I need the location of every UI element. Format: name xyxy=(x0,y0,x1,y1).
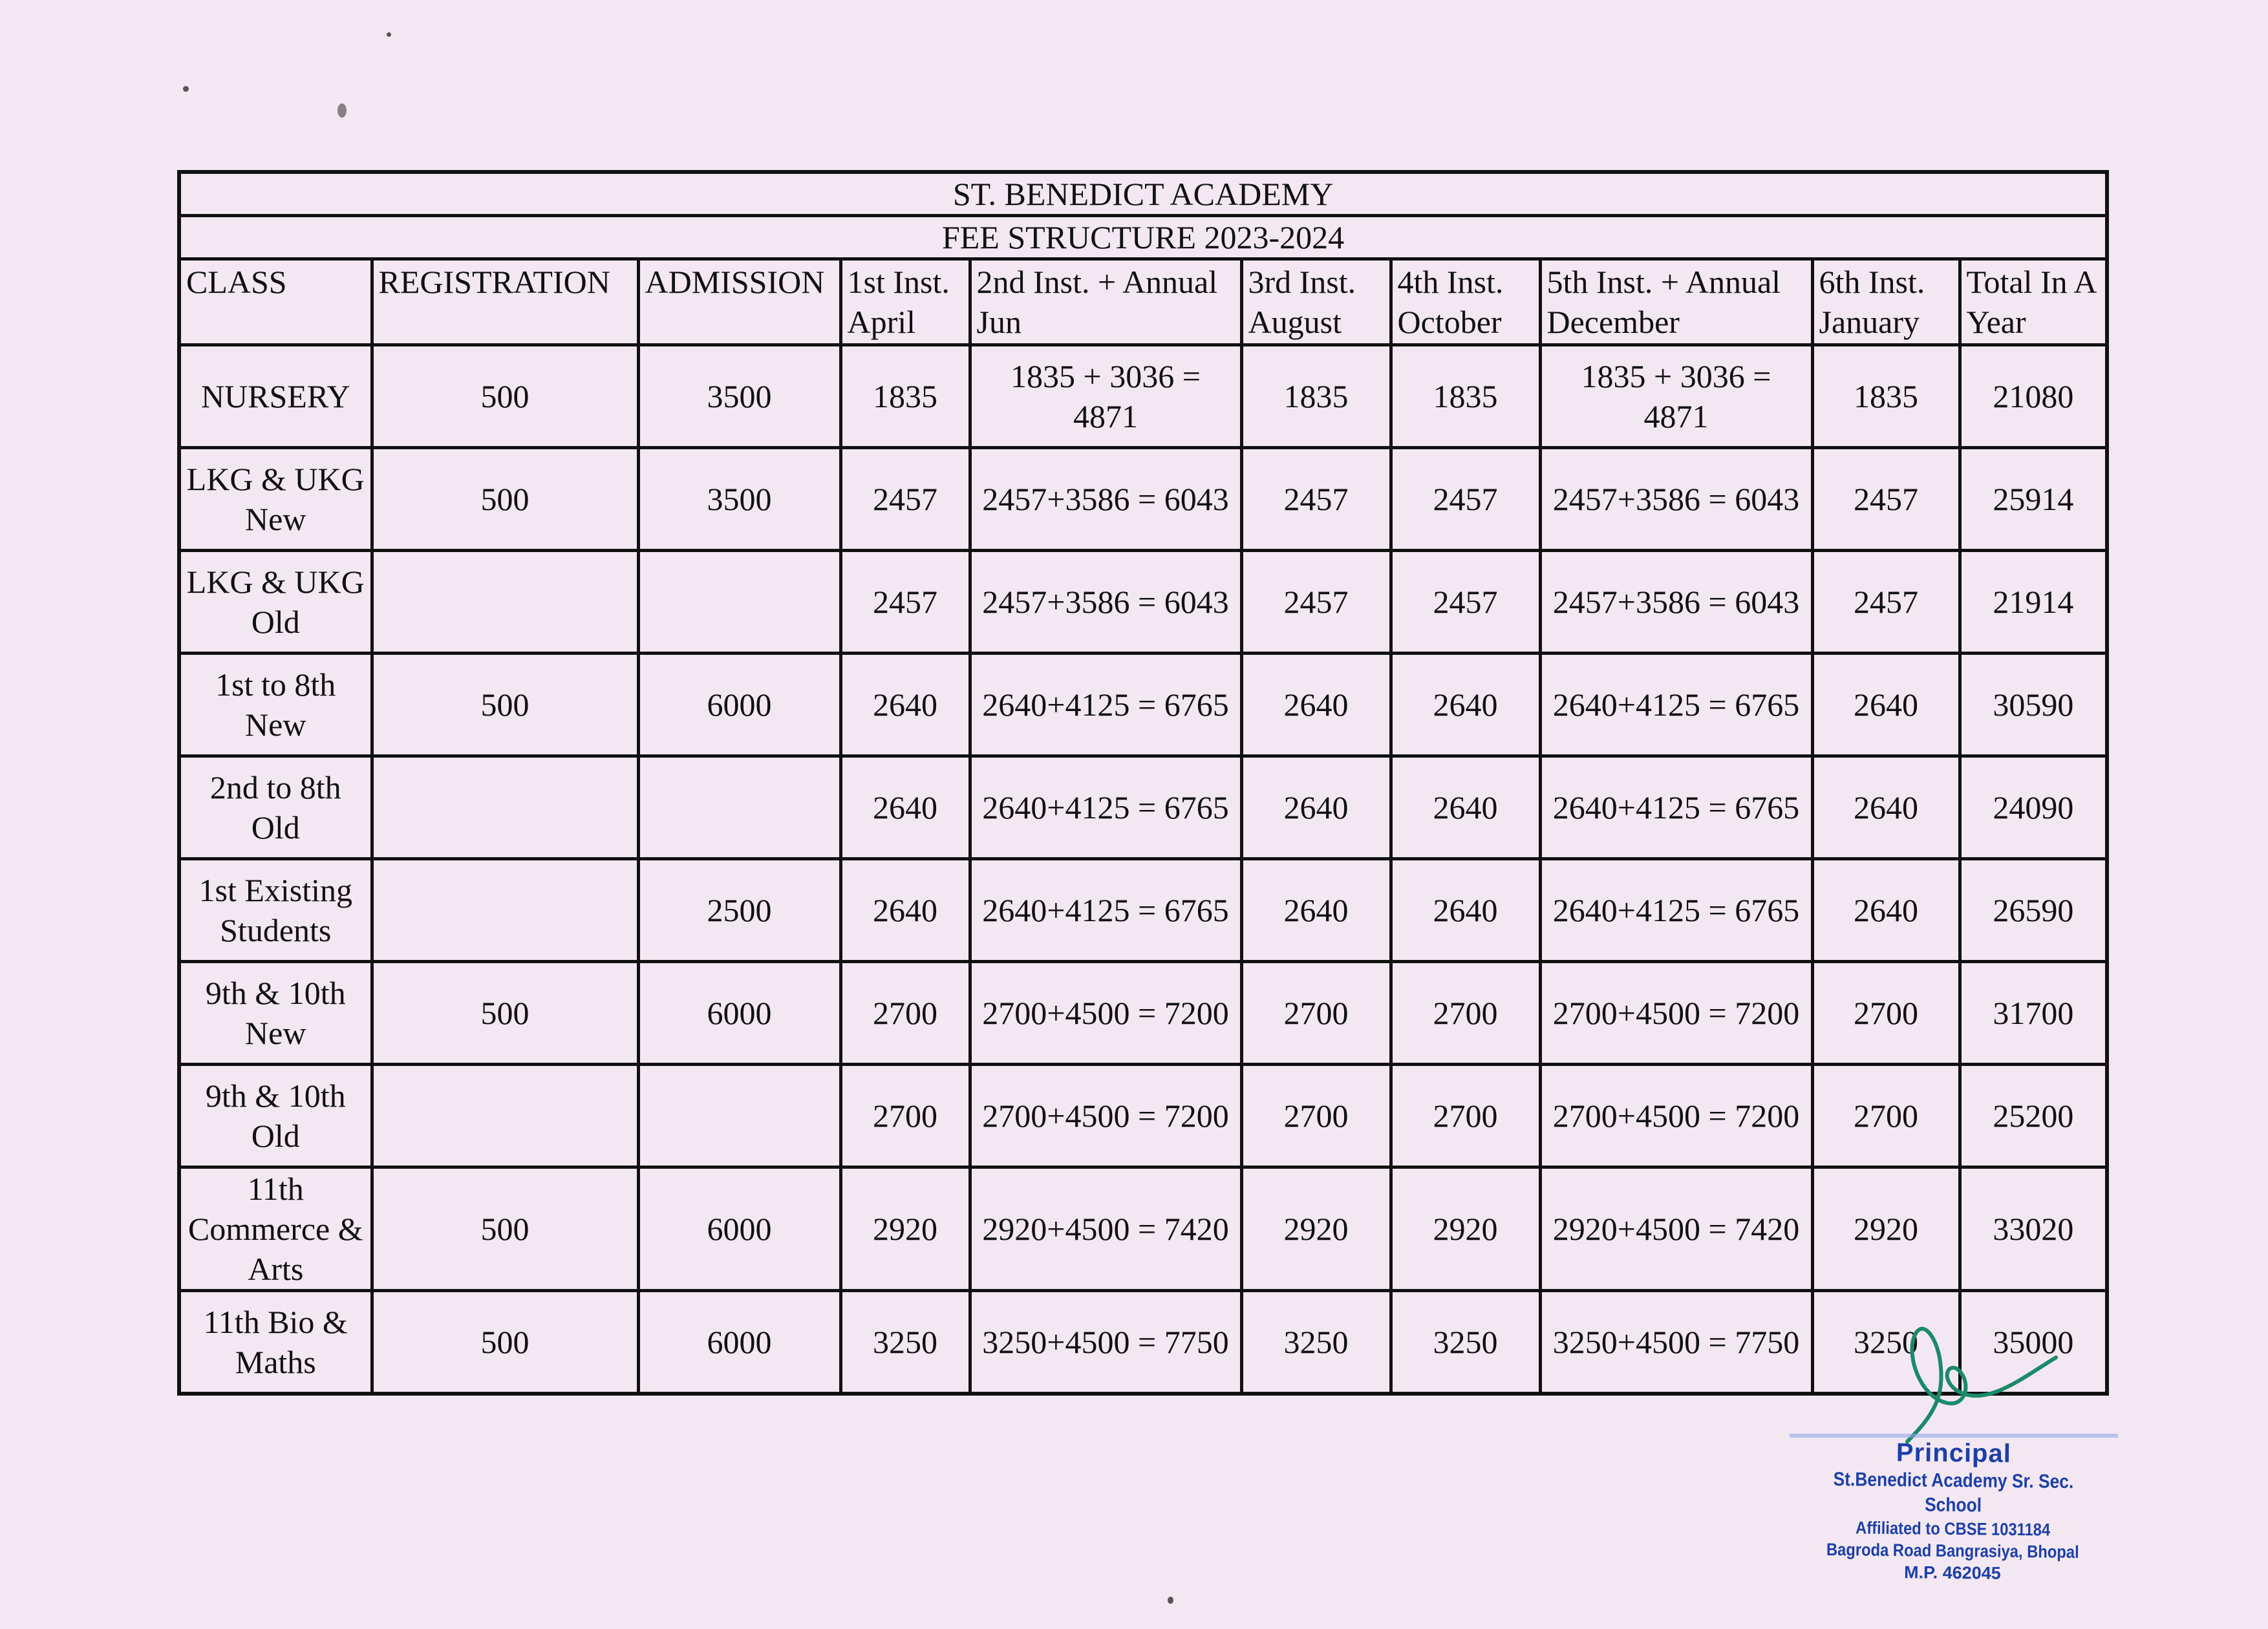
inst5-cell: 2640+4125 = 6765 xyxy=(1540,654,1812,756)
table-row xyxy=(179,962,2107,1065)
stamp-affiliation: Affiliated to CBSE 1031184 xyxy=(1855,1518,2051,1540)
admission-cell: 3500 xyxy=(638,448,840,551)
inst2-cell: 2640+4125 = 6765 xyxy=(970,654,1241,756)
inst5-cell: 2457+3586 = 6043 xyxy=(1540,551,1812,654)
inst1-cell: 2700 xyxy=(840,962,970,1065)
scan-speck xyxy=(337,103,347,118)
total-cell: 21080 xyxy=(1960,345,2107,448)
admission-cell: 6000 xyxy=(638,654,840,756)
school-name: ST. BENEDICT ACADEMY xyxy=(179,172,2107,216)
total-cell: 24090 xyxy=(1960,756,2107,859)
registration-cell xyxy=(372,1065,638,1167)
class-cell: 1st Existing Students xyxy=(179,859,372,962)
stamp-address: Bagroda Road Bangrasiya, Bhopal xyxy=(1826,1539,2079,1562)
admission-cell: 6000 xyxy=(638,1291,840,1394)
admission-cell xyxy=(638,551,840,654)
column-header: 4th Inst. October xyxy=(1391,259,1540,345)
inst4-cell: 2640 xyxy=(1391,859,1540,962)
total-cell: 33020 xyxy=(1960,1167,2107,1291)
principal-signature xyxy=(1894,1319,2062,1448)
inst2-cell: 2640+4125 = 6765 xyxy=(970,859,1241,962)
inst3-cell: 3250 xyxy=(1241,1291,1391,1394)
column-header: CLASS xyxy=(179,259,372,345)
fee-structure-document xyxy=(177,170,2105,1396)
inst6-cell: 1835 xyxy=(1812,345,1960,448)
inst1-cell: 2640 xyxy=(840,756,970,859)
inst1-cell: 2457 xyxy=(840,551,970,654)
total-cell: 35000 xyxy=(1960,1291,2107,1394)
inst4-cell: 2920 xyxy=(1391,1167,1540,1291)
total-cell: 30590 xyxy=(1960,654,2107,756)
inst3-cell: 2457 xyxy=(1241,551,1391,654)
registration-cell: 500 xyxy=(372,448,638,551)
class-cell: 11th Commerce & Arts xyxy=(179,1167,372,1291)
registration-cell: 500 xyxy=(372,654,638,756)
registration-cell xyxy=(372,756,638,859)
stamp-pincode: M.P. 462045 xyxy=(1903,1562,2001,1583)
inst4-cell: 2640 xyxy=(1391,756,1540,859)
inst4-cell: 2700 xyxy=(1391,1065,1540,1167)
inst2-cell: 2700+4500 = 7200 xyxy=(970,1065,1241,1167)
table-row xyxy=(179,1065,2107,1167)
fee-table xyxy=(177,170,2109,1396)
table-row xyxy=(179,1291,2107,1394)
column-header: Total In A Year xyxy=(1960,259,2107,345)
column-header: 1st Inst. April xyxy=(840,259,970,345)
inst6-cell: 2640 xyxy=(1812,859,1960,962)
inst2-cell: 2700+4500 = 7200 xyxy=(970,962,1241,1065)
total-cell: 21914 xyxy=(1960,551,2107,654)
inst5-cell: 1835 + 3036 = 4871 xyxy=(1540,345,1812,448)
column-header: 5th Inst. + Annual December xyxy=(1540,259,1812,345)
admission-cell xyxy=(638,756,840,859)
inst4-cell: 2457 xyxy=(1391,551,1540,654)
inst2-cell: 3250+4500 = 7750 xyxy=(970,1291,1241,1394)
inst5-cell: 2700+4500 = 7200 xyxy=(1540,962,1812,1065)
inst6-cell: 2700 xyxy=(1812,1065,1960,1167)
inst6-cell: 2920 xyxy=(1812,1167,1960,1291)
admission-cell: 6000 xyxy=(638,1167,840,1291)
column-header: 6th Inst. January xyxy=(1812,259,1960,345)
inst3-cell: 2700 xyxy=(1241,962,1391,1065)
inst3-cell: 2640 xyxy=(1241,654,1391,756)
inst6-cell: 3250 xyxy=(1812,1291,1960,1394)
class-cell: 2nd to 8th Old xyxy=(179,756,372,859)
inst2-cell: 1835 + 3036 = 4871 xyxy=(970,345,1241,448)
column-header-row xyxy=(179,259,2107,345)
inst2-cell: 2457+3586 = 6043 xyxy=(970,551,1241,654)
inst6-cell: 2700 xyxy=(1812,962,1960,1065)
inst6-cell: 2640 xyxy=(1812,654,1960,756)
table-row xyxy=(179,345,2107,448)
stamp-title: Principal xyxy=(1896,1438,2012,1468)
table-row xyxy=(179,654,2107,756)
inst3-cell: 1835 xyxy=(1241,345,1391,448)
table-row xyxy=(179,551,2107,654)
inst1-cell: 2700 xyxy=(840,1065,970,1167)
registration-cell: 500 xyxy=(372,1291,638,1394)
table-row xyxy=(179,448,2107,551)
inst1-cell: 2457 xyxy=(840,448,970,551)
principal-stamp xyxy=(1788,1436,2119,1581)
class-cell: LKG & UKG New xyxy=(179,448,372,551)
scan-speck xyxy=(1168,1597,1173,1604)
inst1-cell: 2640 xyxy=(840,654,970,756)
inst5-cell: 2640+4125 = 6765 xyxy=(1540,756,1812,859)
inst5-cell: 2920+4500 = 7420 xyxy=(1540,1167,1812,1291)
registration-cell: 500 xyxy=(372,962,638,1065)
total-cell: 31700 xyxy=(1960,962,2107,1065)
inst2-cell: 2920+4500 = 7420 xyxy=(970,1167,1241,1291)
inst1-cell: 3250 xyxy=(840,1291,970,1394)
registration-cell xyxy=(372,859,638,962)
inst2-cell: 2640+4125 = 6765 xyxy=(970,756,1241,859)
total-cell: 25914 xyxy=(1960,448,2107,551)
inst5-cell: 2457+3586 = 6043 xyxy=(1540,448,1812,551)
inst4-cell: 2700 xyxy=(1391,962,1540,1065)
inst3-cell: 2457 xyxy=(1241,448,1391,551)
total-cell: 26590 xyxy=(1960,859,2107,962)
inst4-cell: 2640 xyxy=(1391,654,1540,756)
table-row xyxy=(179,859,2107,962)
inst4-cell: 2457 xyxy=(1391,448,1540,551)
column-header: ADMISSION xyxy=(638,259,840,345)
registration-cell xyxy=(372,551,638,654)
class-cell: LKG & UKG Old xyxy=(179,551,372,654)
inst1-cell: 2920 xyxy=(840,1167,970,1291)
inst3-cell: 2920 xyxy=(1241,1167,1391,1291)
stamp-school: St.Benedict Academy Sr. Sec. School xyxy=(1833,1469,2074,1517)
inst6-cell: 2457 xyxy=(1812,551,1960,654)
column-header: REGISTRATION xyxy=(372,259,638,345)
inst3-cell: 2640 xyxy=(1241,756,1391,859)
inst6-cell: 2640 xyxy=(1812,756,1960,859)
admission-cell: 2500 xyxy=(638,859,840,962)
class-cell: 1st to 8th New xyxy=(179,654,372,756)
inst5-cell: 2640+4125 = 6765 xyxy=(1540,859,1812,962)
inst3-cell: 2640 xyxy=(1241,859,1391,962)
inst1-cell: 1835 xyxy=(840,345,970,448)
inst4-cell: 1835 xyxy=(1391,345,1540,448)
registration-cell: 500 xyxy=(372,345,638,448)
admission-cell: 3500 xyxy=(638,345,840,448)
inst2-cell: 2457+3586 = 6043 xyxy=(970,448,1241,551)
scan-speck xyxy=(183,86,189,92)
inst5-cell: 2700+4500 = 7200 xyxy=(1540,1065,1812,1167)
inst5-cell: 3250+4500 = 7750 xyxy=(1540,1291,1812,1394)
inst3-cell: 2700 xyxy=(1241,1065,1391,1167)
column-header: 2nd Inst. + Annual Jun xyxy=(970,259,1241,345)
table-row xyxy=(179,756,2107,859)
class-cell: 11th Bio & Maths xyxy=(179,1291,372,1394)
scan-speck xyxy=(387,32,391,37)
fee-structure-title: FEE STRUCTURE 2023-2024 xyxy=(179,216,2107,259)
class-cell: 9th & 10th New xyxy=(179,962,372,1065)
total-cell: 25200 xyxy=(1960,1065,2107,1167)
inst6-cell: 2457 xyxy=(1812,448,1960,551)
registration-cell: 500 xyxy=(372,1167,638,1291)
admission-cell xyxy=(638,1065,840,1167)
inst4-cell: 3250 xyxy=(1391,1291,1540,1394)
class-cell: 9th & 10th Old xyxy=(179,1065,372,1167)
admission-cell: 6000 xyxy=(638,962,840,1065)
table-row xyxy=(179,1167,2107,1291)
column-header: 3rd Inst. August xyxy=(1241,259,1391,345)
inst1-cell: 2640 xyxy=(840,859,970,962)
class-cell: NURSERY xyxy=(179,345,372,448)
